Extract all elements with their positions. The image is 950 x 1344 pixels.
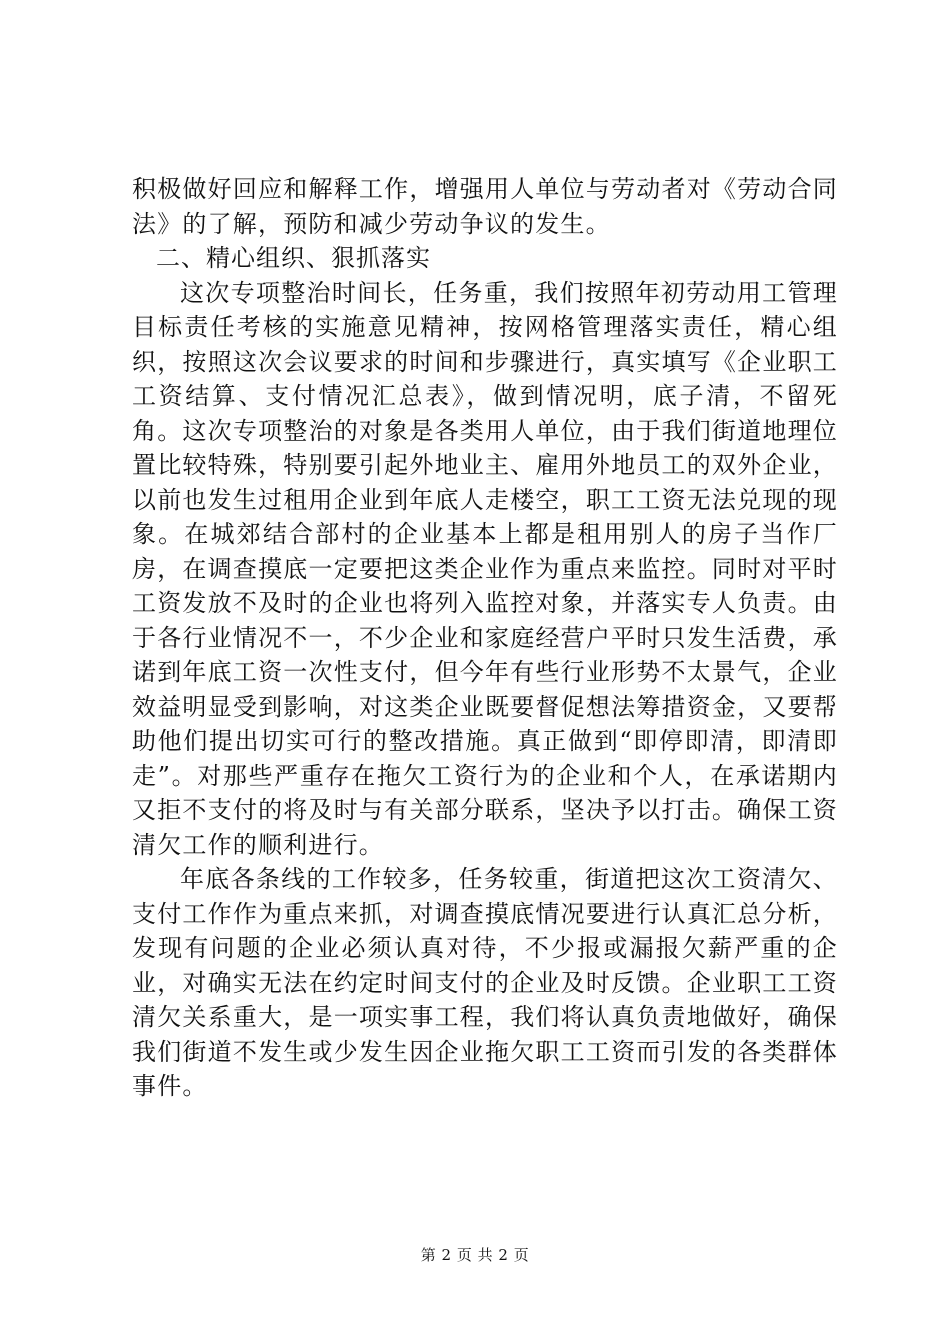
section-heading: 二、精心组织、狠抓落实 <box>156 244 431 272</box>
paragraph-body: 年底各条线的工作较多，任务较重，街道把这次工资清欠、支付工作作为重点来抓，对调查摸底情况要进行认真汇总分析，发现有问题的企业必须认真对待，不少报或漏报欠薪严重的企业，对确实无法在约定时间支付的企业及时反馈。企业职工工资清欠关系重大，是一项实事工程，我们将认真负责地做好，确保我们街道不发生或少发生因企业拖欠职工工资而引发的各类群体事件。 <box>132 865 838 1100</box>
page-footer: 第 2 页 共 2 页 <box>420 1246 530 1264</box>
paragraph-continuation: 积极做好回应和解释工作，增强用人单位与劳动者对《劳动合同法》的了解，预防和减少劳动争议的发生。 <box>132 175 838 238</box>
paragraph-body: 这次专项整治时间长，任务重，我们按照年初劳动用工管理目标责任考核的实施意见精神，按网格管理落实责任，精心组织，按照这次会议要求的时间和步骤进行，真实填写《企业职工工资结算、支付情况汇总表》，做到情况明，底子清，不留死角。这次专项整治的对象是各类用人单位，由于我们街道地理位置比较特殊，特别要引起外地业主、雇用外地员工的双外企业，以前也发生过租用企业到年底人走楼空，职工工资无法兑现的现象。在城郊结合部村的企业基本上都是租用别人的房子当作厂房，在调查摸底一定要把这类企业作为重点来监控。同时对平时工资发放不及时的企业也将列入监控对象，并落实专人负责。由于各行业情况不一，不少企业和家庭经营户平时只发生活费，承诺到年底工资一次性支付，但今年有些行业形势不太景气，企业效益明显受到影响，对这类企业既要督促想法筹措资金，又要帮助他们提出切实可行的整改措施。真正做到“即停即清，即清即走”。对那些严重存在拖欠工资行为的企业和个人，在承诺期内又拒不支付的将及时与有关部分联系，坚决予以打击。确保工资清欠工作的顺利进行。 <box>132 278 838 859</box>
document-body <box>132 172 838 1104</box>
